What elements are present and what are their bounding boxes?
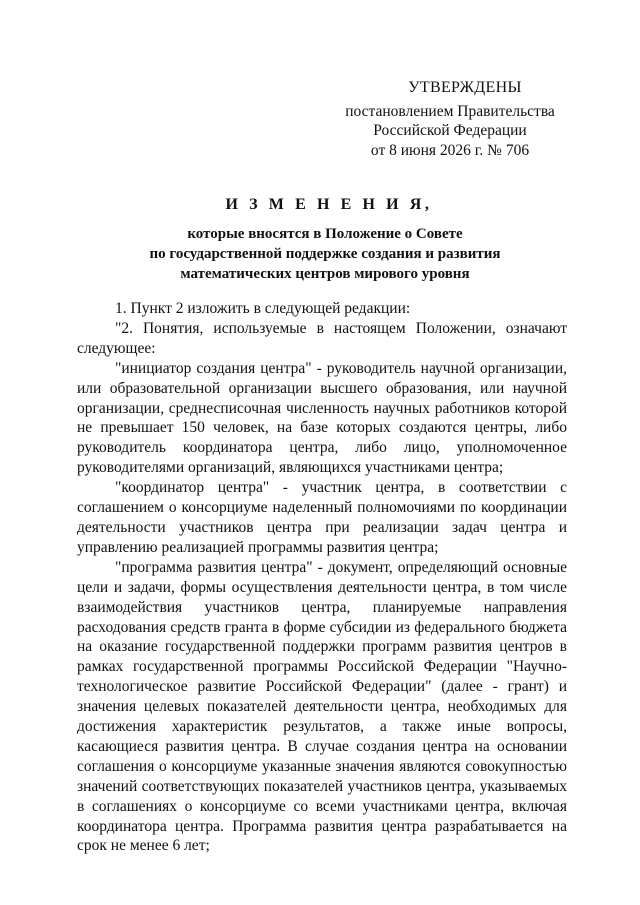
approval-line-date: от 8 июня 2026 г. № 706 xyxy=(370,141,530,159)
paragraph-definition-coordinator: "координатор центра" - участник центра, в соответствии с соглашением о консорциуме наделенный полномочиями по координации деятельности участников центра при реализации задач центра и управлению реализацией программы развития центра; xyxy=(77,479,567,556)
document-subtitle-line-1: которые вносятся в Положение о Совете xyxy=(187,226,463,242)
document-body xyxy=(77,299,567,856)
paragraph-definitions-intro: "2. Понятия, используемые в настоящем Положении, означают следующее: xyxy=(77,319,567,357)
paragraph-item-1: 1. Пункт 2 изложить в следующей редакции: xyxy=(115,300,411,317)
approval-heading: УТВЕРЖДЕНЫ xyxy=(408,79,522,96)
approval-line-decree: постановлением Правительства xyxy=(345,102,555,120)
document-title: И З М Е Н Е Н И Я, xyxy=(225,196,433,213)
approval-line-country: Российской Федерации xyxy=(373,122,527,139)
paragraph-definition-initiator: "инициатор создания центра" - руководитель научной организации, или образовательной организации высшего образования, или научной организации, среднесписочная численность научных работников которой не превышает 150 человек, на базе которых создаются центры, либо руководитель координатора центра, либо лицо, уполномоченное руководителями организаций, являющихся участниками центра; xyxy=(77,359,567,477)
paragraph-definition-program: "программа развития центра" - документ, определяющий основные цели и задачи, формы осуществления деятельности центра, в том числе взаимодействия участников центра, планируемые направления расходования средств гранта в форме субсидии из федерального бюджета на оказание государственной поддержки программ развития центров в рамках государственной программы Российской Федерации "Научно-технологическое развитие Российской Федерации" (далее - грант) и значения целевых показателей деятельности центра, необходимых для достижения характеристик результатов, а также иные вопросы, касающиеся развития центра. В случае создания центра на основании соглашения о консорциуме указанные значения являются совокупностью значений соответствующих показателей участников центра, указываемых в соглашениях о консорциуме со всеми участниками центра, включая координатора центра. Программа развития центра разрабатывается на срок не менее 6 лет; xyxy=(77,558,567,855)
approval-stamp xyxy=(330,78,570,160)
document-subtitle-line-3: математических центров мирового уровня xyxy=(180,266,470,282)
document-subtitle-line-2: по государственной поддержке создания и развития xyxy=(149,246,501,262)
document-title-block xyxy=(80,196,570,284)
